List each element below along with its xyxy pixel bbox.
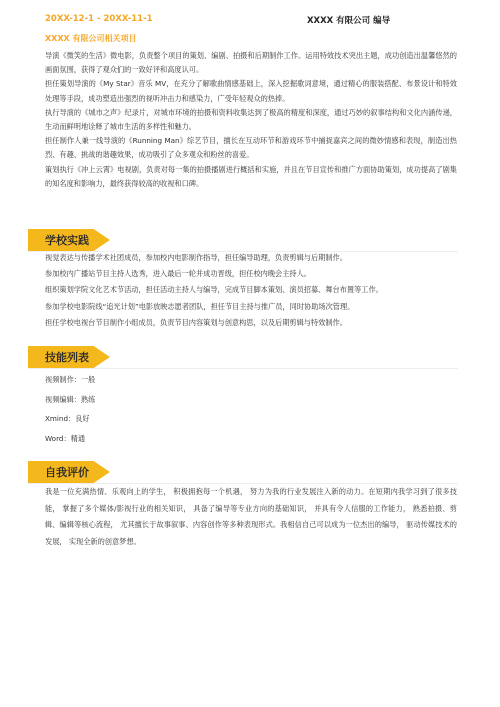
section-header-school <box>28 229 458 251</box>
skill-item: 视频制作：一般 <box>45 375 96 384</box>
job-paragraph: 执行导演的《城市之声》纪录片，对城市环境的拍摄和资料收集达到了极高的精度和深度，通过巧妙的叙事结构和文化内涵传递，生动而鲜明地诠释了城市生活的多样性和魅力。 <box>45 107 457 132</box>
job-paragraph: 担任策划导演的《My Star》音乐 MV，在充分了解歌曲情感基础上，深入挖掘歌词意境，通过精心的服装搭配、布景设计和特效处理等手段，成功塑造出强烈的视听冲击力和感染力，广受年轻观众的热捧。 <box>45 79 457 103</box>
list-item: 视觉表达与传播学术社团成员，参加校内电影制作指导，担任编导助理，负责剪辑与后期制作。 <box>45 253 347 262</box>
self-eval-text: 我是一位充满热情、乐观向上的学生， 积极拥抱每一个机遇， 努力为我的行业发展注入新的动力。在短期内我学习到了很多技能， 掌握了多个媒体/影视行业的相关知识， 具备了编导等专业方向的基础知识， 并具有令人信服的工作能力， 熟悉拍摄、剪辑、编辑等核心流程， 尤其擅长于故事叙事、内容创作等多种表现形式。我相信自己可以成为一位杰出的编导， 驱动传媒技术的发展， 实现全新的创意梦想。 <box>45 487 457 546</box>
school-list <box>45 250 457 331</box>
skill-item: Xmind：良好 <box>45 414 90 423</box>
job-paragraph: 导演《微笑的生活》微电影，负责整个项目的策划、编剧、拍摄和后期制作工作。运用特效技术突出主题，成功创造出温馨悠然的画面氛围，获得了观众们的一致好评和高度认可。 <box>45 51 457 75</box>
section-header-self-eval <box>28 461 458 483</box>
list-item: 组织策划学院文化艺术节活动，担任活动主持人与编导，完成节目脚本策划、演员招募、舞台布置等工作。 <box>45 285 383 295</box>
job-header <box>45 14 455 28</box>
section-header-skills <box>28 346 458 368</box>
self-eval-body <box>45 484 457 550</box>
list-item: 担任学校电视台节目制作小组成员，负责节目内容策划与创意构思，以及后期剪辑与特效制作。 <box>45 317 347 327</box>
job-company-role: XXXX 有限公司 编导 <box>307 16 391 26</box>
job-paragraph: 担任制作人兼一线导演的《Running Man》综艺节目，擅长在互动环节和游戏环节中捕捉嘉宾之间的微妙情感和表现，制造出热烈、有趣、挑战的谐趣效果，成功吸引了众多观众和粉丝的喜爱。 <box>45 136 457 160</box>
job-paragraph: 策划执行《冲上云霄》电视剧，负责对每一集的拍摄播剧进行概括和实施，并且在节目宣传和推广方面协助策划，成功提高了剧集的知名度和影响力，最终获得较高的收视和口碑。 <box>45 164 457 188</box>
skill-item: 视频编辑：熟练 <box>45 394 96 404</box>
section-divider <box>28 368 458 369</box>
job-date-range: 20XX-12-1 - 20XX-11-1 <box>45 14 153 24</box>
job-description <box>45 49 457 191</box>
skill-item: Word：精通 <box>45 433 86 443</box>
skills-list <box>45 370 457 448</box>
list-item: 参加校内广播站节目主持人选秀，进入最后一轮并成功晋级，担任校内晚会主持人。 <box>45 269 311 279</box>
section-title-skills: 技能列表 <box>45 351 89 364</box>
list-item: 参加学校电影院线“追光计划”电影放映志愿者团队，担任节目主持与推广员，同时协助场次管理。 <box>45 301 355 311</box>
section-title-self-eval: 自我评价 <box>45 466 89 479</box>
section-title-school: 学校实践 <box>45 234 89 247</box>
job-project-title: XXXX 有限公司相关项目 <box>45 34 137 43</box>
